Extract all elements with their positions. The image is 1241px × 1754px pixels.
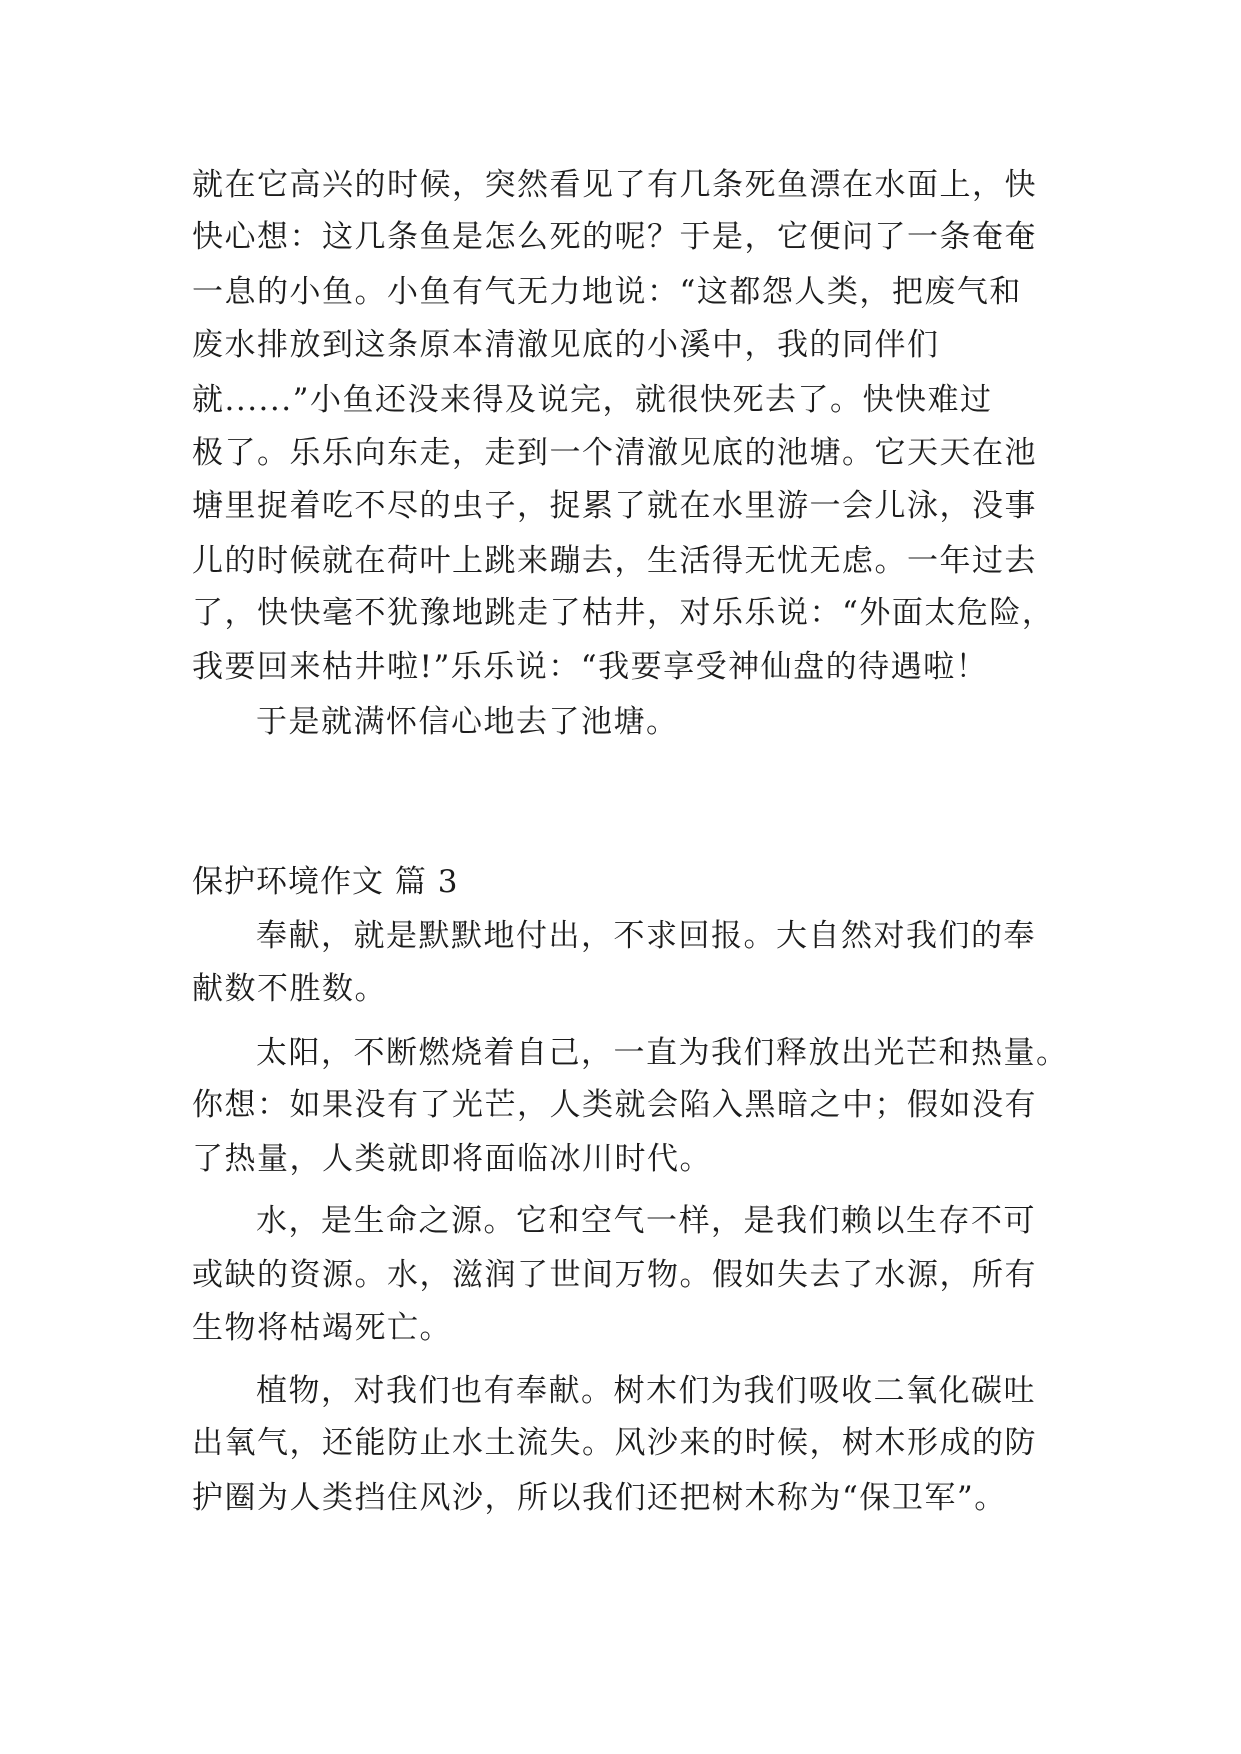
text-line: 就......”小鱼还没来得及说完，就很快死去了。快快难过 [192, 382, 993, 418]
paragraph-line: 出氧气，还能防止水土流失。风沙来的时候，树木形成的防 [192, 1425, 1037, 1461]
paragraph-line: 护圈为人类挡住风沙，所以我们还把树木称为“保卫军”。 [192, 1480, 1007, 1516]
paragraph-line: 植物，对我们也有奉献。树木们为我们吸收二氧化碳吐 [256, 1373, 1036, 1409]
paragraph-line: 奉献，就是默默地付出，不求回报。大自然对我们的奉 [256, 918, 1036, 954]
text-line: 塘里捉着吃不尽的虫子，捉累了就在水里游一会儿泳，没事 [192, 488, 1037, 524]
text-line: 我要回来枯井啦!”乐乐说：“我要享受神仙盘的待遇啦！ [192, 649, 989, 685]
section-heading: 保护环境作文 篇 3 [192, 864, 459, 900]
text-line: 极了。乐乐向东走，走到一个清澈见底的池塘。它天天在池 [192, 435, 1037, 471]
text-line: 儿的时候就在荷叶上跳来蹦去，生活得无忧无虑。一年过去 [192, 543, 1037, 579]
paragraph-line: 生物将枯竭死亡。 [192, 1310, 452, 1346]
text-line: 废水排放到这条原本清澈见底的小溪中，我的同伴们 [192, 327, 940, 363]
text-line: 一息的小鱼。小鱼有气无力地说：“这都怨人类，把废气和 [192, 274, 1022, 310]
paragraph-line: 了热量，人类就即将面临冰川时代。 [192, 1141, 712, 1177]
paragraph-line: 献数不胜数。 [192, 971, 387, 1007]
paragraph-line: 或缺的资源。水，滋润了世间万物。假如失去了水源，所有 [192, 1257, 1037, 1293]
paragraph-line: 水，是生命之源。它和空气一样，是我们赖以生存不可 [256, 1203, 1036, 1239]
paragraph-line: 太阳，不断燃烧着自己，一直为我们释放出光芒和热量。 [256, 1035, 1069, 1071]
paragraph-line: 于是就满怀信心地去了池塘。 [256, 704, 679, 740]
text-line: 了，快快毫不犹豫地跳走了枯井，对乐乐说：“外面太危险， [192, 595, 1055, 631]
paragraph-line: 你想：如果没有了光芒，人类就会陷入黑暗之中；假如没有 [192, 1087, 1037, 1123]
text-line: 就在它高兴的时候，突然看见了有几条死鱼漂在水面上，快 [192, 167, 1037, 203]
text-line: 快心想：这几条鱼是怎么死的呢？于是，它便问了一条奄奄 [192, 219, 1037, 255]
